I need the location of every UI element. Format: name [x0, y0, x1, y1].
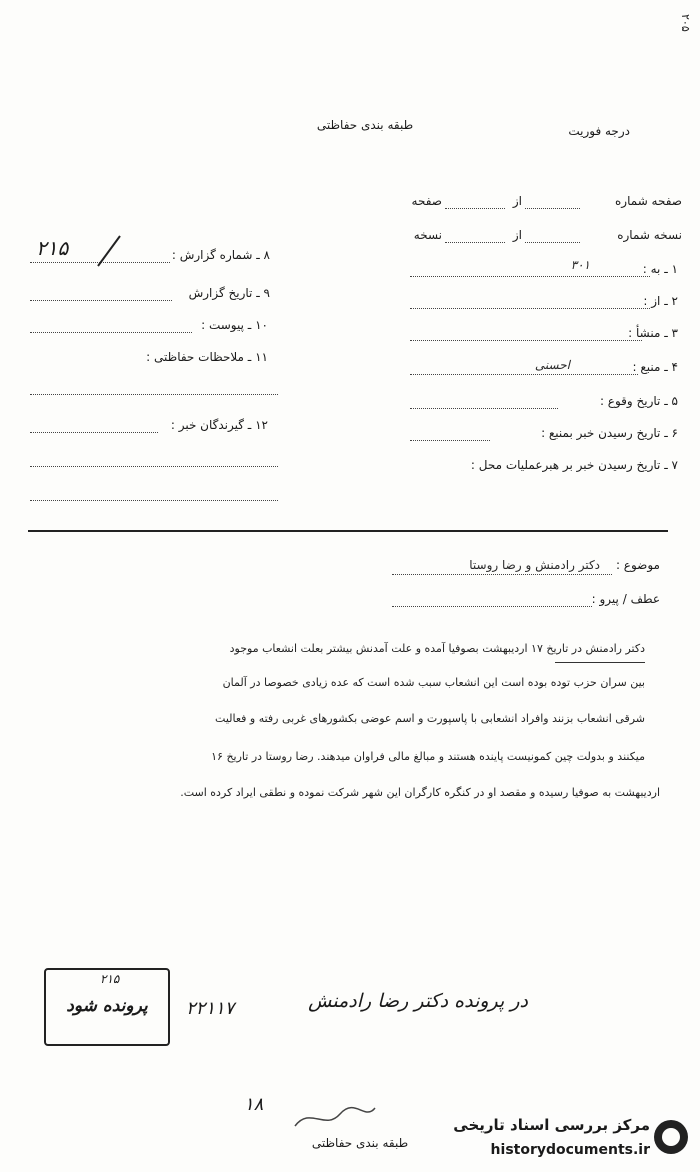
report-date-label: ۹ ـ تاریخ گزارش	[188, 286, 270, 300]
report-date-line	[30, 300, 172, 301]
watermark-url: historydocuments.ir	[490, 1142, 650, 1158]
handwritten-signature	[290, 1096, 380, 1136]
reference-line	[392, 606, 592, 607]
source-value: احسنی	[534, 358, 570, 372]
attachment-line	[30, 332, 192, 333]
page-suffix-label: صفحه	[411, 194, 442, 208]
from-label: ۲ ـ از :	[643, 294, 678, 308]
body-line-5: اردیبهشت به صوفیا رسیده و مقصد او در کنگره کارگران این شهر شرکت نموده و نطقی ایراد کرده است.	[180, 786, 660, 799]
body-line-3: شرقی انشعاب بزنند وافراد انشعابی با پاسپورت و اسم عوضی بکشورهای غربی رفته و فعالیت	[215, 712, 645, 725]
receipt-date-label: ۶ ـ تاریخ رسیدن خبر بمنبع :	[541, 426, 678, 440]
copy-of-line	[445, 242, 505, 243]
source-label: ۴ ـ منبع :	[632, 360, 678, 374]
report-number-slash	[90, 232, 130, 272]
to-label: ۱ ـ به :	[642, 262, 678, 276]
subject-value: دکتر رادمنش و رضا روستا	[469, 558, 600, 572]
file-stamp-number: ۲۱۵	[100, 972, 120, 986]
origin-label: ۳ ـ منشأ :	[628, 326, 678, 340]
watermark-title: مرکز بررسی اسناد تاریخی	[453, 1116, 650, 1134]
section-divider	[28, 530, 668, 532]
page-number-label: صفحه شماره	[615, 194, 682, 208]
watermark	[420, 1112, 690, 1170]
from-line	[410, 308, 650, 309]
occurrence-date-line	[410, 408, 558, 409]
occurrence-date-label: ۵ ـ تاریخ وقوع :	[599, 394, 678, 408]
security-notes-line-1	[30, 394, 278, 395]
archive-logo-icon	[654, 1120, 688, 1154]
recipients-label: ۱۲ ـ گیرندگان خبر :	[170, 418, 268, 432]
security-notes-label: ۱۱ ـ ملاحظات حفاظتی :	[146, 350, 268, 364]
subject-line	[392, 574, 612, 575]
copy-number-label: نسخه شماره	[617, 228, 682, 242]
body-line-2: بین سران حزب توده بوده است این انشعاب سبب شده است که عده زیادی خصوصا در آلمان	[222, 676, 645, 689]
page-of-line	[445, 208, 505, 209]
receipt-date-line	[410, 440, 490, 441]
copy-number-line	[525, 242, 580, 243]
reference-label: عطف / پیرو :	[591, 592, 660, 606]
copy-of-label: از	[512, 228, 522, 242]
origin-line	[410, 340, 642, 341]
to-value: ۳۰۱	[570, 258, 590, 272]
ops-receipt-label: ۷ ـ تاریخ رسیدن خبر بر هبرعملیات محل :	[470, 458, 678, 472]
recipients-line-1	[30, 432, 158, 433]
body-line-4: میکنند و بدولت چین کمونیست پاینده هستند و مبالغ مالی فراوان میدهند. رضا روستا در تاریخ ۱۶	[211, 750, 645, 763]
report-number-value: ۲۱۵	[36, 236, 69, 260]
handwritten-file-number: ۲۲۱۱۷	[186, 998, 235, 1019]
classification-footer: طبقه بندی حفاظتی	[311, 1136, 409, 1150]
recipients-line-3	[30, 500, 278, 501]
copy-suffix-label: نسخه	[413, 228, 442, 242]
report-number-label: ۸ ـ شماره گزارش :	[171, 248, 270, 262]
attachment-label: ۱۰ ـ پیوست :	[201, 318, 268, 332]
classification-header: طبقه بندی حفاظتی	[316, 118, 414, 132]
file-stamp-text: پرونده شود	[66, 996, 148, 1016]
priority-label: درجه فوریت	[568, 124, 630, 138]
page-of-label: از	[512, 194, 522, 208]
body-line-1: دکتر رادمنش در تاریخ ۱۷ اردیبهشت بصوفیا آمده و علت آمدنش بیشتر بعلت انشعاب موجود	[229, 642, 645, 655]
handwritten-initials: ۱۸	[244, 1094, 264, 1115]
page-margin-mark: ۲۰۵	[679, 14, 692, 32]
handwritten-note: در پرونده دکتر رضا رادمنش	[308, 990, 528, 1012]
page-number-line	[525, 208, 580, 209]
subject-label: موضوع :	[615, 558, 660, 572]
source-line	[410, 374, 638, 375]
body-line-1-underline	[555, 662, 645, 663]
recipients-line-2	[30, 466, 278, 467]
to-line	[410, 276, 650, 277]
